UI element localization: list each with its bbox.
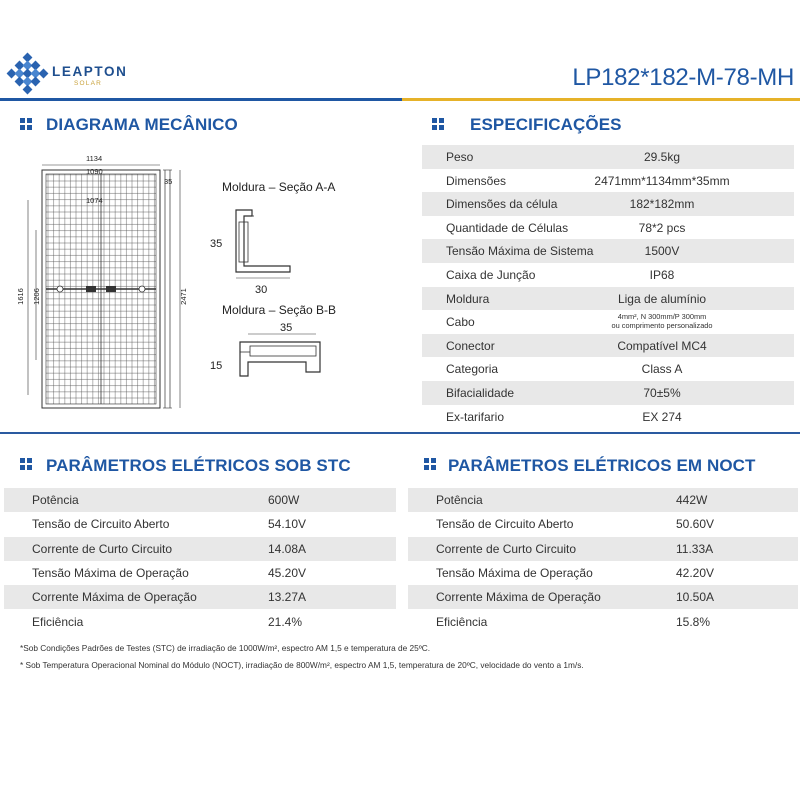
stc-row	[4, 537, 396, 561]
stc-value: 13.27A	[268, 590, 307, 605]
dim-width-inner: 1074	[86, 196, 103, 205]
noct-row	[408, 488, 798, 512]
spec-row	[422, 192, 794, 216]
spec-value: 78*2 pcs	[638, 220, 686, 235]
stc-row	[4, 585, 396, 609]
noct-value: 10.50A	[676, 590, 715, 605]
section-divider	[0, 432, 800, 434]
stc-value: 54.10V	[268, 517, 307, 532]
stc-value: 14.08A	[268, 541, 307, 556]
spec-value: 2471mm*1134mm*35mm	[594, 173, 730, 188]
dim-height-left: 1616	[15, 288, 25, 305]
spec-key: Dimensões da célula	[446, 197, 558, 212]
section-grid-icon	[432, 118, 446, 132]
brand-name: LEAPTON	[52, 64, 128, 79]
header-bar-blue	[0, 98, 402, 101]
stc-note: *Sob Condições Padrões de Testes (STC) de irradiação de 1000W/m², espectro AM 1,5 e temperatura de 25ºC.	[20, 643, 431, 653]
stc-row	[4, 561, 396, 585]
spec-row	[422, 239, 794, 263]
spec-value-line1: 4mm², N 300mm/P 300mm	[617, 312, 707, 322]
spec-row	[422, 145, 794, 169]
noct-title: PARÂMETROS ELÉTRICOS EM NOCT	[448, 456, 756, 475]
section-a-width: 30	[255, 284, 268, 296]
specs-title: ESPECIFICAÇÕES	[470, 115, 622, 134]
noct-param: Corrente Máxima de Operação	[436, 590, 601, 605]
dim-height-total: 2471	[178, 288, 188, 305]
dim-width-mid: 1090	[86, 167, 103, 176]
spec-value: EX 274	[642, 409, 682, 424]
noct-param: Tensão Máxima de Operação	[436, 565, 593, 580]
section-grid-icon	[20, 458, 34, 472]
spec-value: 1500V	[644, 244, 680, 259]
spec-key: Moldura	[446, 291, 490, 306]
stc-value: 21.4%	[268, 614, 303, 629]
noct-value: 15.8%	[676, 614, 711, 629]
mechanical-title: DIAGRAMA MECÂNICO	[46, 115, 238, 134]
spec-row	[422, 169, 794, 193]
spec-row	[422, 357, 794, 381]
noct-row	[408, 537, 798, 561]
stc-param: Tensão Máxima de Operação	[32, 565, 189, 580]
section-grid-icon	[424, 458, 438, 472]
dim-depth: 35	[164, 177, 173, 186]
spec-value-line2: ou comprimento personalizado	[611, 320, 713, 330]
spec-key: Conector	[446, 338, 495, 353]
spec-key: Ex-tarifario	[446, 409, 505, 424]
spec-row	[422, 287, 794, 311]
spec-key: Cabo	[446, 315, 475, 330]
noct-param: Tensão de Circuito Aberto	[436, 517, 574, 532]
section-a-height: 35	[210, 238, 223, 250]
spec-key: Tensão Máxima de Sistema	[446, 244, 594, 259]
spec-key: Quantidade de Células	[446, 220, 569, 235]
stc-param: Tensão de Circuito Aberto	[32, 517, 170, 532]
noct-row	[408, 512, 798, 536]
spec-key: Peso	[446, 150, 474, 164]
header-bar-gold	[402, 98, 800, 101]
stc-row	[4, 610, 396, 634]
model-title: LP182*182-M-78-MH	[572, 64, 794, 91]
stc-value: 45.20V	[268, 565, 307, 580]
stc-param: Corrente de Curto Circuito	[32, 541, 173, 556]
section-b-height: 15	[210, 360, 223, 372]
stc-value: 600W	[268, 493, 300, 507]
spec-row	[422, 381, 794, 405]
noct-value: 442W	[676, 493, 708, 507]
spec-value: 70±5%	[643, 386, 681, 400]
spec-key: Dimensões	[446, 173, 507, 188]
stc-title: PARÂMETROS ELÉTRICOS SOB STC	[46, 456, 351, 475]
spec-row	[422, 334, 794, 358]
spec-key: Caixa de Junção	[446, 268, 536, 282]
section-b-label: Moldura – Seção B-B	[222, 303, 337, 317]
stc-row	[4, 488, 396, 512]
noct-note: * Sob Temperatura Operacional Nominal do Módulo (NOCT), irradiação de 800W/m², espectro AM 1,5, temperatura de 20ºC, velocidade do vento a 1m/s.	[20, 660, 584, 670]
stc-param: Potência	[32, 493, 79, 507]
spec-row	[422, 216, 794, 240]
panel-drawing	[20, 150, 190, 415]
noct-value: 11.33A	[676, 541, 714, 556]
spec-value: Compatível MC4	[617, 338, 707, 353]
spec-value	[611, 313, 712, 330]
dim-height-mid: 1206	[31, 288, 41, 305]
spec-row	[422, 263, 794, 287]
stc-param: Eficiência	[32, 614, 84, 629]
leapton-logo-icon	[6, 52, 50, 96]
stc-param: Corrente Máxima de Operação	[32, 590, 197, 605]
section-a-drawing	[230, 208, 300, 280]
noct-row	[408, 561, 798, 585]
dim-width-outer: 1134	[86, 154, 103, 163]
spec-value: 182*182mm	[629, 197, 695, 212]
noct-param: Potência	[436, 493, 483, 507]
noct-param: Corrente de Curto Circuito	[436, 541, 577, 556]
stc-row	[4, 512, 396, 536]
spec-key: Bifacialidade	[446, 386, 515, 400]
spec-value: Class A	[641, 362, 683, 377]
spec-value: Liga de alumínio	[617, 291, 707, 306]
noct-value: 42.20V	[676, 565, 715, 580]
noct-row	[408, 610, 798, 634]
section-b-drawing	[236, 332, 326, 380]
spec-row	[422, 405, 794, 429]
section-a-label: Moldura – Seção A-A	[222, 180, 336, 194]
spec-value: 29.5kg	[643, 150, 681, 164]
noct-row	[408, 585, 798, 609]
section-grid-icon	[20, 118, 34, 132]
brand-sub: SOLAR	[74, 80, 103, 87]
noct-param: Eficiência	[436, 614, 488, 629]
noct-value: 50.60V	[676, 517, 715, 532]
spec-row	[422, 310, 794, 334]
spec-value: IP68	[649, 268, 675, 282]
spec-key: Categoria	[446, 362, 499, 377]
section-b-width: 35	[280, 322, 293, 334]
